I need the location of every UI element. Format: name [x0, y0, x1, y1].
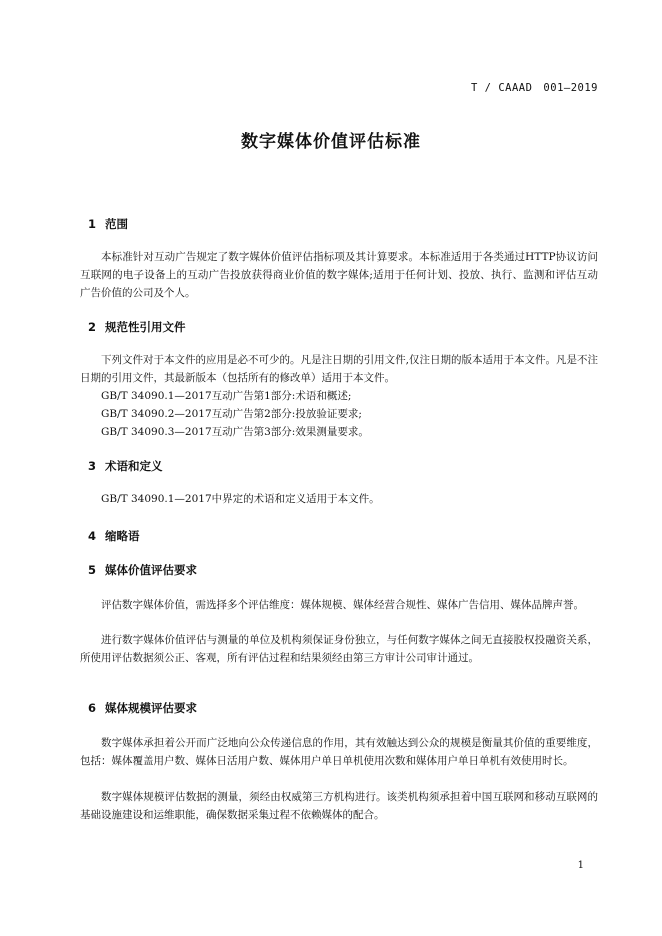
section-6-paragraph-2: 数字媒体规模评估数据的测量，须经由权威第三方机构进行。该类机构须承担着中国互联网和移动互联网的基础设施建设和运维职能，确保数据采集过程不依赖媒体的配合。 — [80, 791, 598, 821]
section-number: 3 — [88, 459, 97, 473]
document-title: 数字媒体价值评估标准 — [241, 132, 421, 152]
reference-item: GB/T 34090.2—2017互动广告第2部分:投放验证要求; — [101, 408, 362, 420]
section-number: 2 — [88, 320, 97, 334]
section-1-paragraph: 本标准针对互动广告规定了数字媒体价值评估指标项及其计算要求。本标准适用于各类通过HTTP协议访问互联网的电子设备上的互动广告投放获得商业价值的数字媒体;适用于任何计划、投放、执行、监测和评估互动广告价值的公司及个人。 — [80, 251, 598, 299]
section-1-heading — [88, 216, 128, 232]
section-number: 4 — [88, 529, 97, 543]
section-6-heading — [88, 700, 197, 716]
section-number: 5 — [88, 563, 97, 577]
section-4-heading — [88, 528, 140, 544]
section-title: 术语和定义 — [105, 459, 163, 473]
section-5-heading — [88, 562, 197, 578]
reference-item: GB/T 34090.3—2017互动广告第3部分:效果测量要求。 — [101, 426, 369, 438]
page-number: 1 — [577, 860, 584, 871]
standard-code: T / CAAAD 001—2019 — [471, 82, 598, 94]
section-2-heading — [88, 319, 186, 335]
section-3-heading — [88, 458, 163, 474]
section-5-paragraph-2: 进行数字媒体价值评估与测量的单位及机构须保证身份独立，与任何数字媒体之间无直接股权投融资关系，所使用评估数据须公正、客观，所有评估过程和结果须经由第三方审计公司审计通过。 — [80, 634, 598, 664]
section-3-paragraph: GB/T 34090.1—2017中界定的术语和定义适用于本文件。 — [101, 493, 380, 505]
reference-item: GB/T 34090.1—2017互动广告第1部分:术语和概述; — [101, 390, 352, 402]
section-title: 范围 — [105, 217, 128, 231]
section-number: 6 — [88, 701, 97, 715]
section-2-paragraph: 下列文件对于本文件的应用是必不可少的。凡是注日期的引用文件,仅注日期的版本适用于本文件。凡是不注日期的引用文件，其最新版本（包括所有的修改单）适用于本文件。 — [80, 354, 598, 384]
section-title: 规范性引用文件 — [105, 320, 186, 334]
section-5-paragraph-1: 评估数字媒体价值，需选择多个评估维度：媒体规模、媒体经营合规性、媒体广告信用、媒体品牌声誉。 — [101, 599, 584, 611]
section-title: 媒体规模评估要求 — [105, 701, 197, 715]
section-title: 缩略语 — [105, 529, 140, 543]
section-6-paragraph-1: 数字媒体承担着公开而广泛地向公众传递信息的作用，其有效触达到公众的规模是衡量其价值的重要维度，包括：媒体覆盖用户数、媒体日活用户数、媒体用户单日单机使用次数和媒体用户单日单机有效使用时长。 — [80, 737, 598, 767]
section-title: 媒体价值评估要求 — [105, 563, 197, 577]
section-number: 1 — [88, 217, 97, 231]
